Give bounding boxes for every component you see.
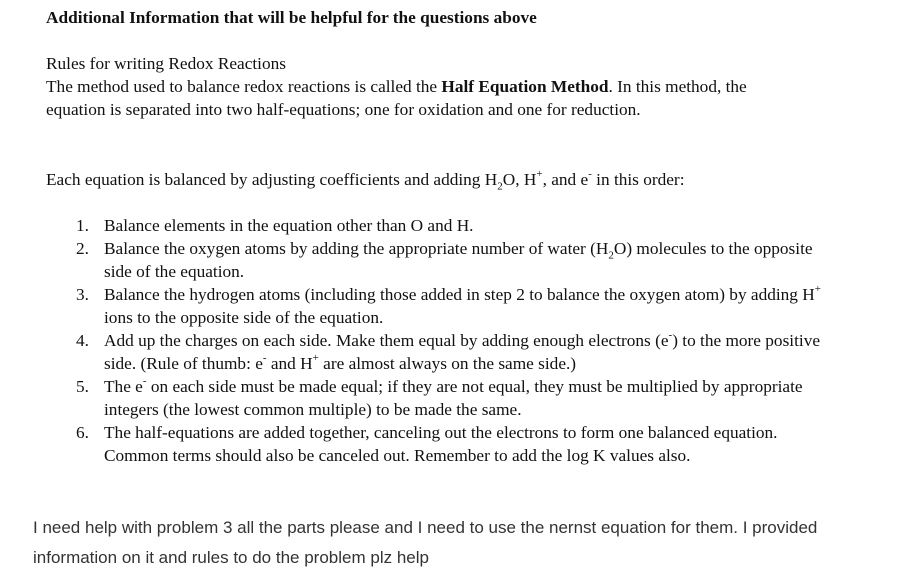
step-text: Add up the charges on each side. Make them equal by adding enough electrons (e [104, 331, 669, 350]
intro-bold-term: Half Equation Method [441, 77, 609, 96]
step-text: O) molecules to the opposite side of the equation. [104, 239, 813, 281]
step-superscript: + [312, 352, 319, 365]
step-item [76, 237, 836, 283]
step-text: on each side must be made equal; if they are not equal, they must be multiplied by appropriate integers (the lowest common multiple) to be made the same. [104, 377, 803, 419]
balance-order-line [46, 168, 685, 191]
step-text: and H [266, 354, 313, 373]
step-superscript: - [262, 352, 267, 365]
step-text: Balance the oxygen atoms by adding the appropriate number of water (H [104, 239, 609, 258]
step-number: 3. [76, 285, 89, 304]
intro-text-1: The method used to balance redox reactions is called the [46, 77, 442, 96]
balance-and-e: , and e [542, 170, 589, 189]
step-superscript: - [668, 329, 673, 342]
step-text: Balance the hydrogen atoms (including those added in step 2 to balance the oxygen atom) by adding H [104, 285, 815, 304]
step-text: ions to the opposite side of the equation. [104, 308, 384, 327]
step-text: are almost always on the same side.) [318, 354, 577, 373]
step-item [76, 214, 836, 237]
question-text: I need help with problem 3 all the parts please and I need to use the nernst equation for them. I provided information on it and rules to do the problem plz help [33, 518, 818, 567]
intro-text-2: . In this method, the equation is separated into two half-equations; one for oxidation and one for reduction. [46, 77, 747, 119]
step-number: 2. [76, 239, 89, 258]
balance-o-h: O, H [502, 170, 537, 189]
balance-sup-plus: + [536, 168, 543, 181]
step-item [76, 329, 836, 375]
step-superscript: - [142, 375, 147, 388]
balance-sup-minus: - [588, 168, 592, 181]
steps-list [76, 214, 836, 467]
document-heading: Additional Information that will be helpful for the questions above [46, 8, 537, 27]
balance-suffix: in this order: [591, 170, 685, 189]
step-number: 6. [76, 423, 89, 442]
step-item [76, 375, 836, 421]
step-subscript: 2 [608, 249, 614, 262]
step-text: The half-equations are added together, canceling out the electrons to form one balanced equation. Common terms should also be canceled out. Remember to add the log K values also. [104, 423, 778, 465]
intro-paragraph [46, 75, 776, 121]
step-item [76, 283, 836, 329]
step-text: ) to the more positive side. (Rule of thumb: e [104, 331, 821, 373]
step-text: Balance elements in the equation other than O and H. [104, 216, 474, 235]
balance-prefix: Each equation is balanced by adjusting coefficients and adding H [46, 170, 498, 189]
step-text: The e [104, 377, 143, 396]
step-number: 1. [76, 216, 89, 235]
step-superscript: + [814, 283, 821, 296]
step-number: 5. [76, 377, 89, 396]
step-item [76, 421, 836, 467]
step-number: 4. [76, 331, 89, 350]
rules-title: Rules for writing Redox Reactions [46, 54, 286, 73]
balance-sub-2: 2 [497, 180, 503, 193]
